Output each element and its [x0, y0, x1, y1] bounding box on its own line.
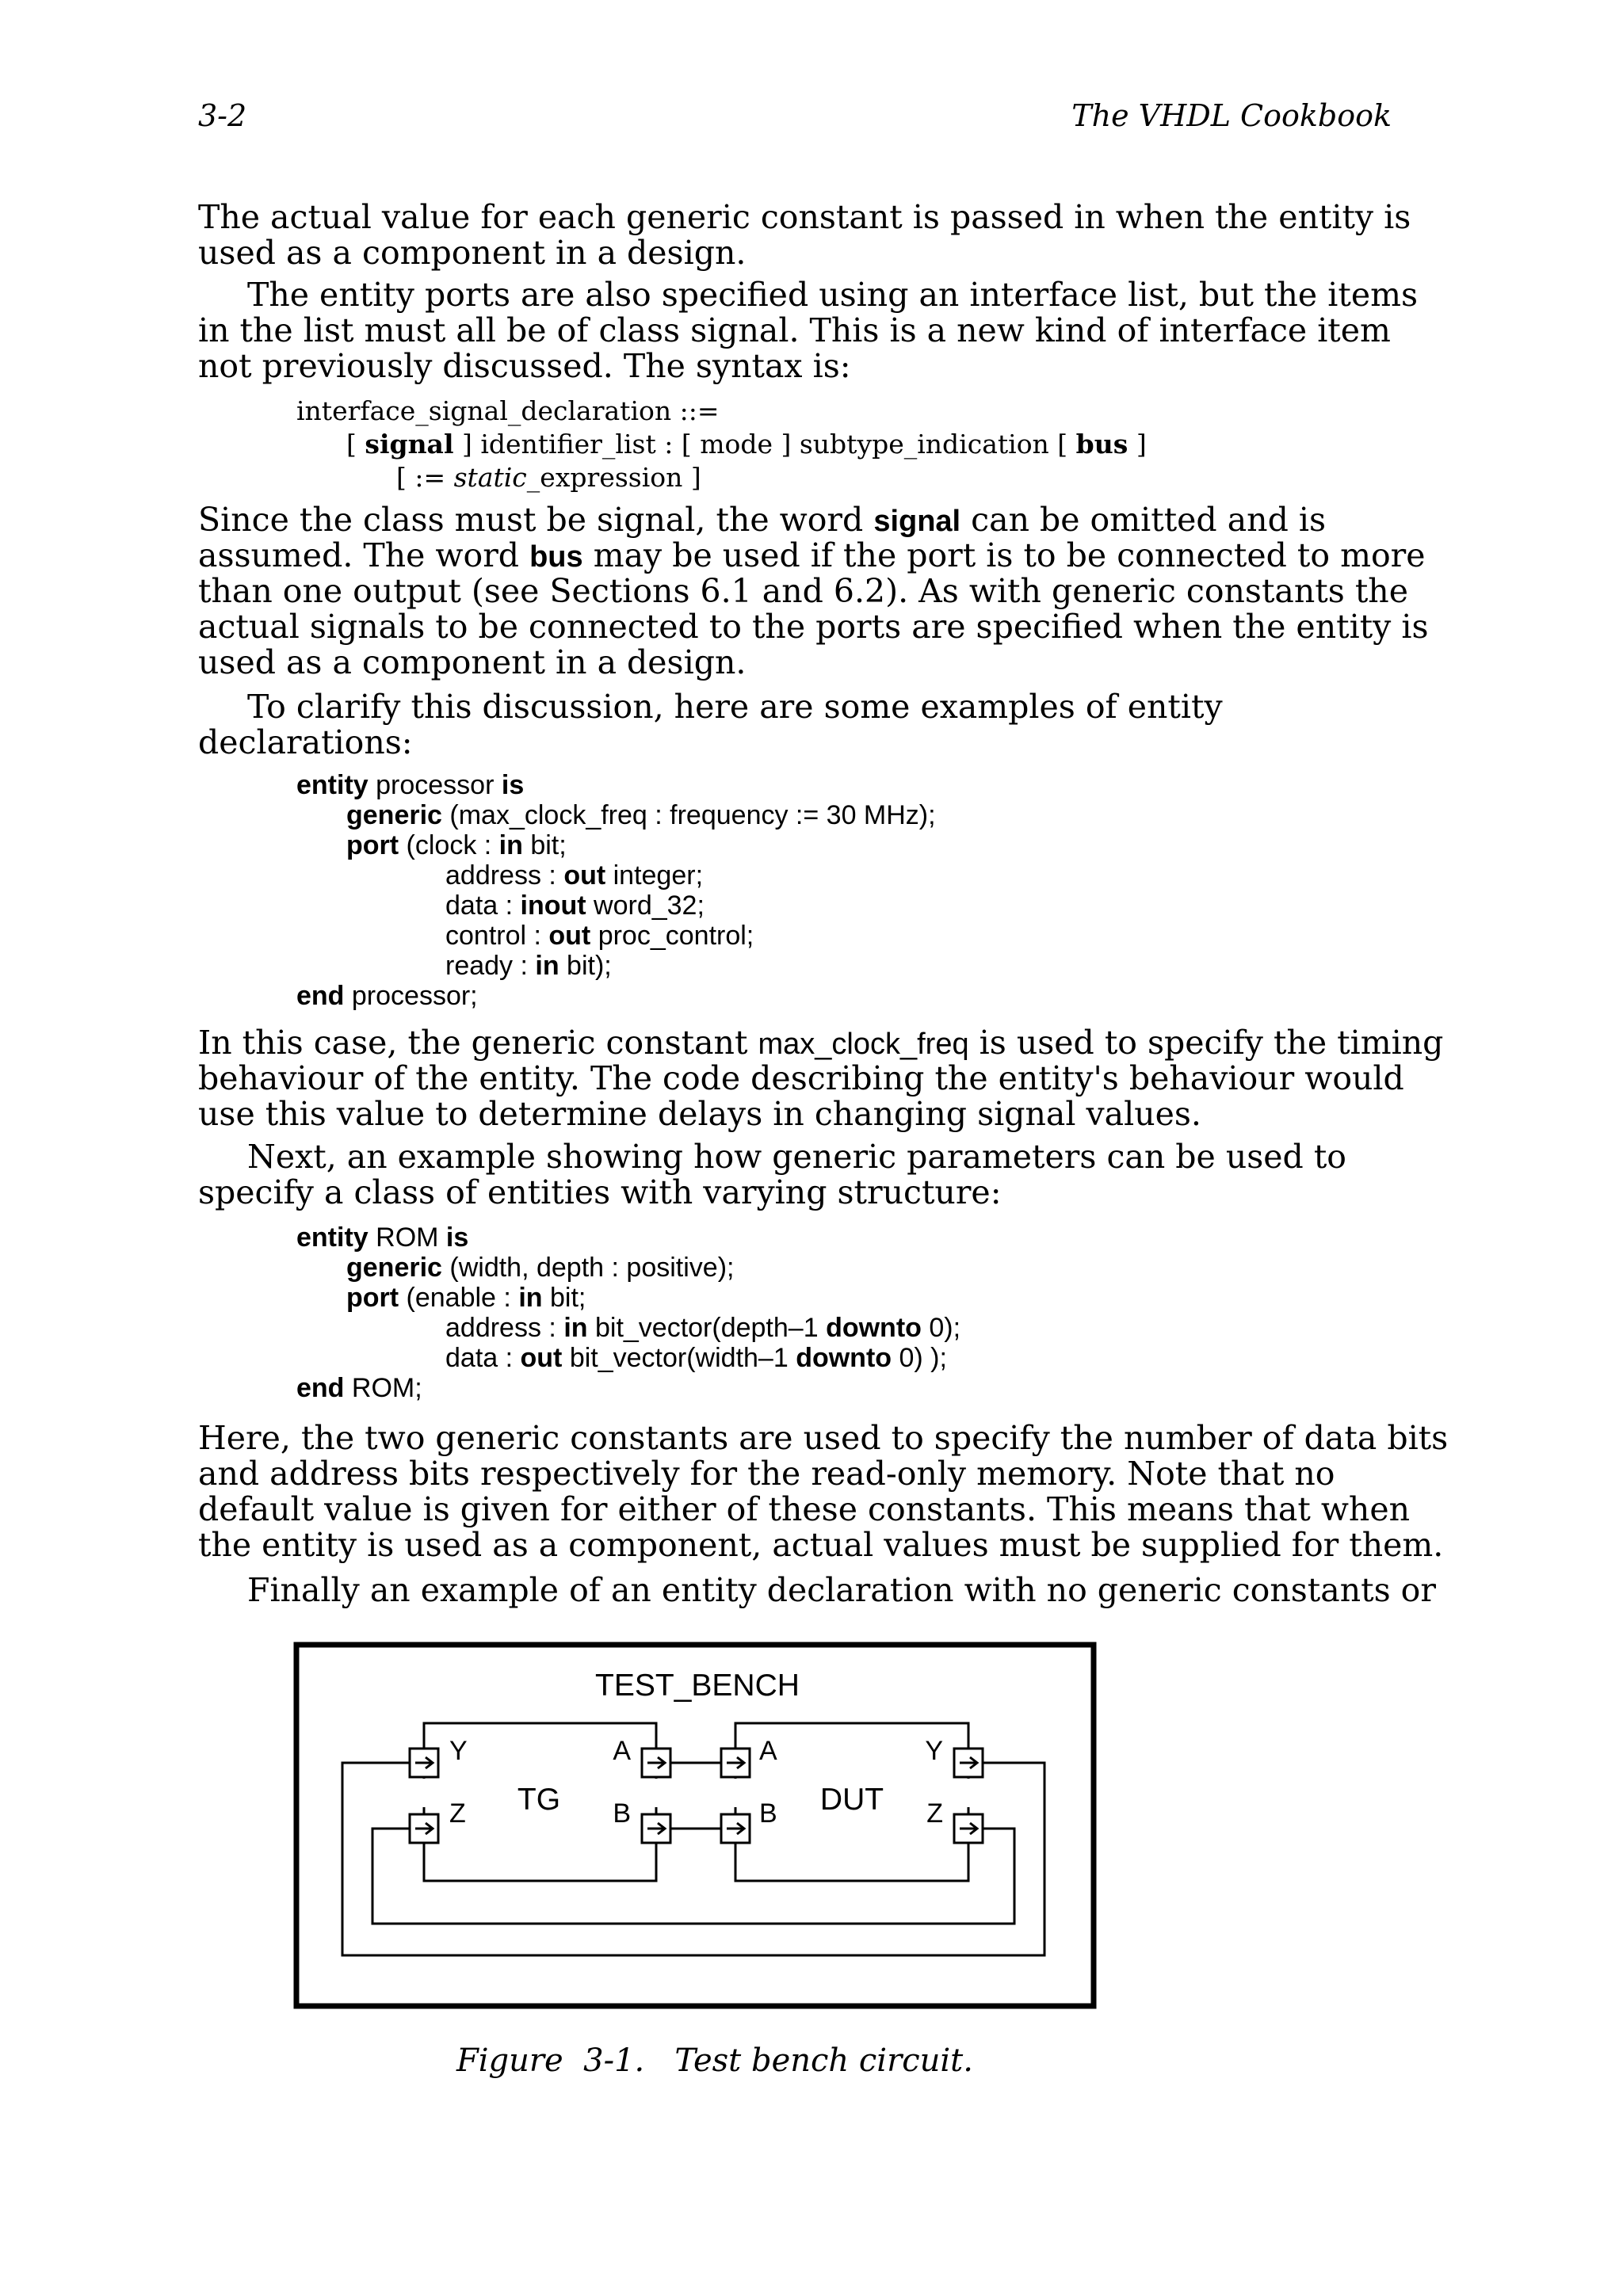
text-line: Here, the two generic constants are used to specify the number of data bits: [198, 1419, 1449, 1457]
dut-port-a-icon: [721, 1749, 750, 1777]
inline-identifier-max-clock-freq: max_clock_freq: [758, 1028, 969, 1061]
wire-y-loop: [342, 1763, 1044, 1955]
tg-port-y-icon: [410, 1749, 438, 1777]
tg-port-b-label: B: [613, 1798, 631, 1829]
code-keyword: in: [563, 1313, 588, 1343]
tg-port-b-icon: [642, 1814, 670, 1843]
dut-port-z-icon: [954, 1814, 983, 1843]
code-keyword: in: [535, 951, 559, 981]
code-keyword: port: [346, 830, 399, 860]
figure-caption: Figure 3-1. Test bench circuit.: [456, 2042, 973, 2079]
dut-port-y-icon: [954, 1749, 983, 1777]
code-keyword: out: [548, 921, 591, 951]
code-text: ready :: [445, 951, 536, 981]
dut-port-b-icon: [721, 1814, 750, 1843]
text-line: The actual value for each generic constant is passed in when the entity is: [198, 198, 1411, 236]
inline-keyword-bus: bus: [529, 540, 583, 574]
code-text: (clock :: [399, 830, 499, 860]
code-text: bit);: [559, 951, 612, 981]
code-keyword: port: [346, 1283, 399, 1313]
code-text: 0);: [921, 1313, 961, 1343]
text-span: can be omitted and is: [960, 501, 1326, 539]
dut-port-z-label: Z: [926, 1798, 943, 1829]
text-span: Since the class must be signal, the word: [198, 501, 874, 539]
code-keyword: entity: [296, 770, 369, 800]
code-text: address :: [445, 1313, 564, 1343]
code-keyword: inout: [520, 891, 586, 921]
text-line: The entity ports are also specified using an interface list, but the items: [247, 276, 1419, 314]
code-text: bit_vector(depth–1: [587, 1313, 827, 1343]
code-keyword: out: [563, 860, 606, 891]
text-line: behaviour of the entity. The code describing the entity's behaviour would: [198, 1059, 1404, 1097]
code-text: proc_control;: [590, 921, 754, 951]
tg-port-a-icon: [642, 1749, 670, 1777]
code-text: (enable :: [399, 1283, 519, 1313]
code-text: ROM: [368, 1222, 446, 1253]
code-keyword: out: [520, 1343, 563, 1373]
text-line: used as a component in a design.: [198, 643, 747, 681]
text-line: in the list must all be of class signal. This is a new kind of interface item: [198, 311, 1391, 349]
syntax-keyword-signal: signal: [365, 429, 454, 460]
code-text: control :: [445, 921, 549, 951]
code-keyword: is: [445, 1222, 469, 1253]
dut-port-y-label: Y: [925, 1736, 943, 1766]
code-keyword: generic: [346, 800, 442, 830]
code-keyword: downto: [796, 1343, 892, 1373]
text-line: Next, an example showing how generic parameters can be used to: [247, 1138, 1346, 1176]
syntax-text: ] identifier_list : [ mode ] subtype_indication [: [453, 429, 1076, 460]
code-text: address :: [445, 860, 564, 891]
text-line: used as a component in a design.: [198, 234, 747, 272]
code-text: data :: [445, 1343, 521, 1373]
code-keyword: entity: [296, 1222, 369, 1253]
code-text: ROM;: [344, 1373, 422, 1403]
running-header-title: The VHDL Cookbook: [1071, 98, 1392, 133]
text-span: assumed. The word: [198, 536, 530, 574]
dut-label: DUT: [819, 1783, 884, 1817]
code-text: 0) );: [892, 1343, 947, 1373]
code-text: processor: [368, 770, 502, 800]
tg-port-y-label: Y: [449, 1736, 468, 1766]
text-span: In this case, the generic constant: [198, 1024, 758, 1062]
code-keyword: downto: [826, 1313, 922, 1343]
text-line: specify a class of entities with varying structure:: [198, 1173, 1002, 1211]
text-line: not previously discussed. The syntax is:: [198, 347, 851, 385]
code-text: bit_vector(width–1: [562, 1343, 796, 1373]
page-number: 3-2: [198, 98, 247, 133]
inline-keyword-signal: signal: [873, 505, 961, 538]
dut-port-a-label: A: [759, 1736, 777, 1766]
code-keyword: is: [501, 770, 525, 800]
syntax-keyword-bus: bus: [1075, 429, 1128, 460]
code-text: processor;: [344, 981, 478, 1011]
syntax-bracket: ]: [1128, 429, 1147, 460]
code-keyword: in: [498, 830, 523, 860]
code-text: word_32;: [586, 891, 705, 921]
tg-port-z-icon: [410, 1814, 438, 1843]
wire-z-loop: [372, 1829, 1014, 1924]
test-bench-label: TEST_BENCH: [595, 1669, 800, 1703]
text-line: To clarify this discussion, here are some examples of entity: [247, 688, 1223, 726]
code-text: data :: [445, 891, 521, 921]
text-span: may be used if the port is to be connected to more: [582, 536, 1426, 574]
text-line: the entity is used as a component, actual values must be supplied for them.: [198, 1526, 1444, 1564]
syntax-bracket: [: [346, 429, 365, 460]
code-text: (max_clock_freq : frequency := 30 MHz);: [441, 800, 936, 830]
code-keyword: generic: [346, 1253, 442, 1283]
syntax-text: [ :=: [396, 462, 454, 493]
syntax-text: _expression ]: [526, 462, 701, 493]
text-line: than one output (see Sections 6.1 and 6.2). As with generic constants the: [198, 572, 1408, 610]
code-keyword: in: [518, 1283, 543, 1313]
text-line: actual signals to be connected to the ports are specified when the entity is: [198, 608, 1429, 646]
tg-port-a-label: A: [613, 1736, 631, 1766]
text-line: declarations:: [198, 723, 413, 761]
code-keyword: end: [296, 1373, 345, 1403]
text-line: Finally an example of an entity declaration with no generic constants or: [247, 1571, 1436, 1609]
text-line: default value is given for either of these constants. This means that when: [198, 1490, 1411, 1528]
code-text: bit;: [522, 830, 567, 860]
code-text: integer;: [605, 860, 704, 891]
text-line: use this value to determine delays in changing signal values.: [198, 1095, 1201, 1133]
text-span: is used to specify the timing: [968, 1024, 1444, 1062]
text-line: and address bits respectively for the read-only memory. Note that no: [198, 1455, 1335, 1493]
tg-port-z-label: Z: [449, 1798, 466, 1829]
code-keyword: end: [296, 981, 345, 1011]
code-text: bit;: [542, 1283, 586, 1313]
syntax-italic-static: static: [453, 462, 527, 493]
dut-port-b-label: B: [759, 1798, 777, 1829]
syntax-line: interface_signal_declaration ::=: [296, 395, 720, 426]
tg-label: TG: [517, 1783, 561, 1817]
code-text: (width, depth : positive);: [441, 1253, 735, 1283]
